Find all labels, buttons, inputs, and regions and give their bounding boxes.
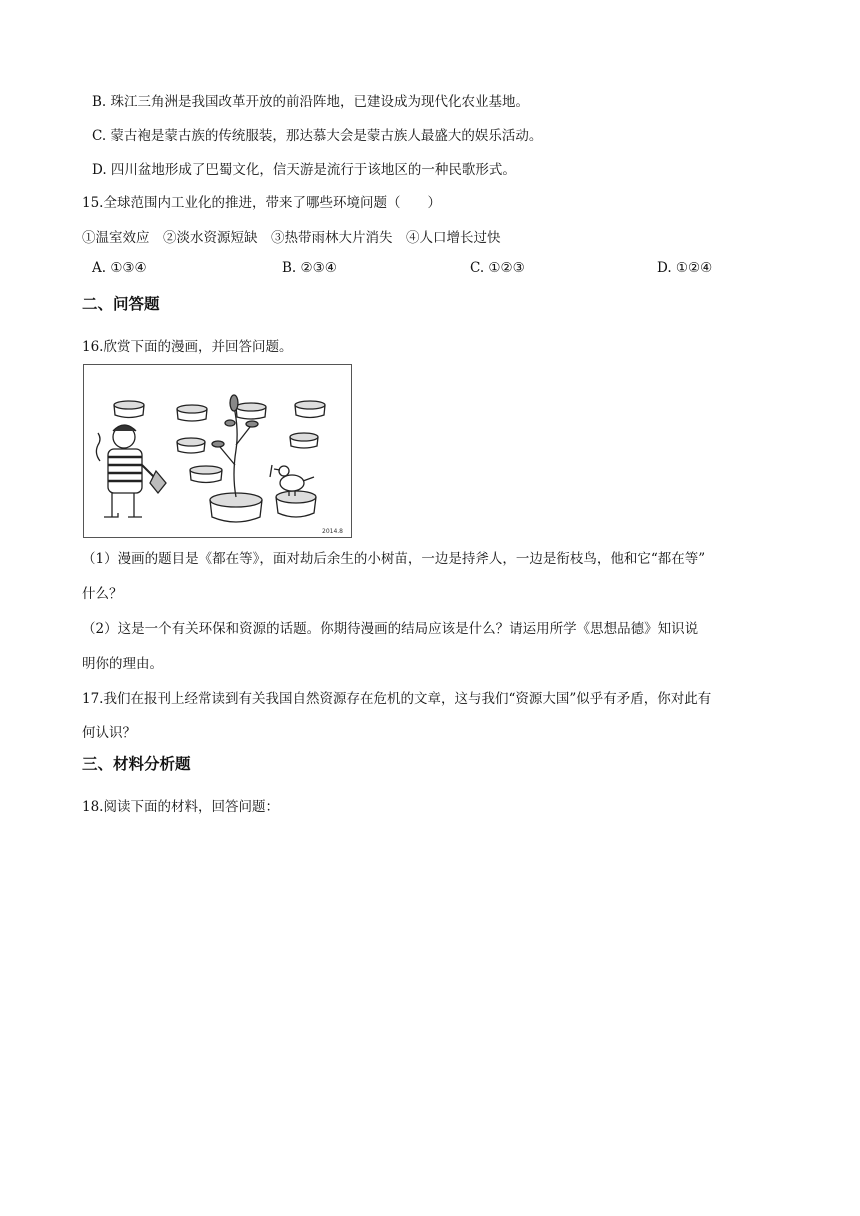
cartoon-drawing (84, 365, 351, 537)
q15-stem: 15.全球范围内工业化的推进，带来了哪些环境问题（ ） (82, 195, 441, 211)
stump-icon (210, 493, 262, 522)
q14-option-d: D. 四川盆地形成了巴蜀文化，信天游是流行于该地区的一种民歌形式。 (92, 162, 516, 178)
bird-icon (270, 465, 314, 496)
q18-stem: 18.阅读下面的材料，回答问题： (82, 799, 279, 815)
cartoon-signature: 2014.8 (322, 528, 343, 535)
section-3-heading: 三、材料分析题 (82, 755, 191, 773)
stump-icon (177, 438, 205, 453)
q16-sub2-line1: （2）这是一个有关环保和资源的话题。你期待漫画的结局应该是什么？请运用所学《思想品德》知识说 (82, 621, 699, 637)
q14-option-b: B. 珠江三角洲是我国改革开放的前沿阵地，已建设成为现代化农业基地。 (92, 94, 530, 110)
q17-line1: 17.我们在报刊上经常读到有关我国自然资源存在危机的文章，这与我们“资源大国”似乎有矛盾，你对此有 (82, 691, 712, 707)
stump-icon (236, 403, 266, 419)
stump-icon (276, 491, 316, 517)
stump-icon (295, 401, 325, 418)
q16-sub1-line2: 什么？ (82, 586, 123, 602)
q16-sub1-line1: （1）漫画的题目是《都在等》，面对劫后余生的小树苗，一边是持斧人，一边是衔枝鸟，他和它“都在等” (82, 551, 706, 567)
q15-choice-c: C. ①②③ (470, 260, 525, 276)
cartoon-image (83, 364, 352, 538)
stump-icon (177, 405, 207, 421)
q17-line2: 何认识？ (82, 725, 136, 741)
q15-choice-d: D. ①②④ (657, 260, 713, 276)
q16-sub2-line2: 明你的理由。 (82, 656, 163, 672)
q14-option-c: C. 蒙古袍是蒙古族的传统服装，那达慕大会是蒙古族人最盛大的娱乐活动。 (92, 128, 543, 144)
section-2-heading: 二、问答题 (82, 295, 160, 313)
q15-choice-b: B. ②③④ (282, 260, 337, 276)
q15-items: ①温室效应 ②淡水资源短缺 ③热带雨林大片消失 ④人口增长过快 (82, 230, 501, 246)
axe-man-figure (96, 425, 166, 517)
stump-icon (290, 433, 318, 448)
stump-icon (114, 401, 144, 418)
stump-icon (190, 466, 222, 483)
q16-stem: 16.欣赏下面的漫画，并回答问题。 (82, 339, 293, 355)
q15-choice-a: A. ①③④ (92, 260, 147, 276)
